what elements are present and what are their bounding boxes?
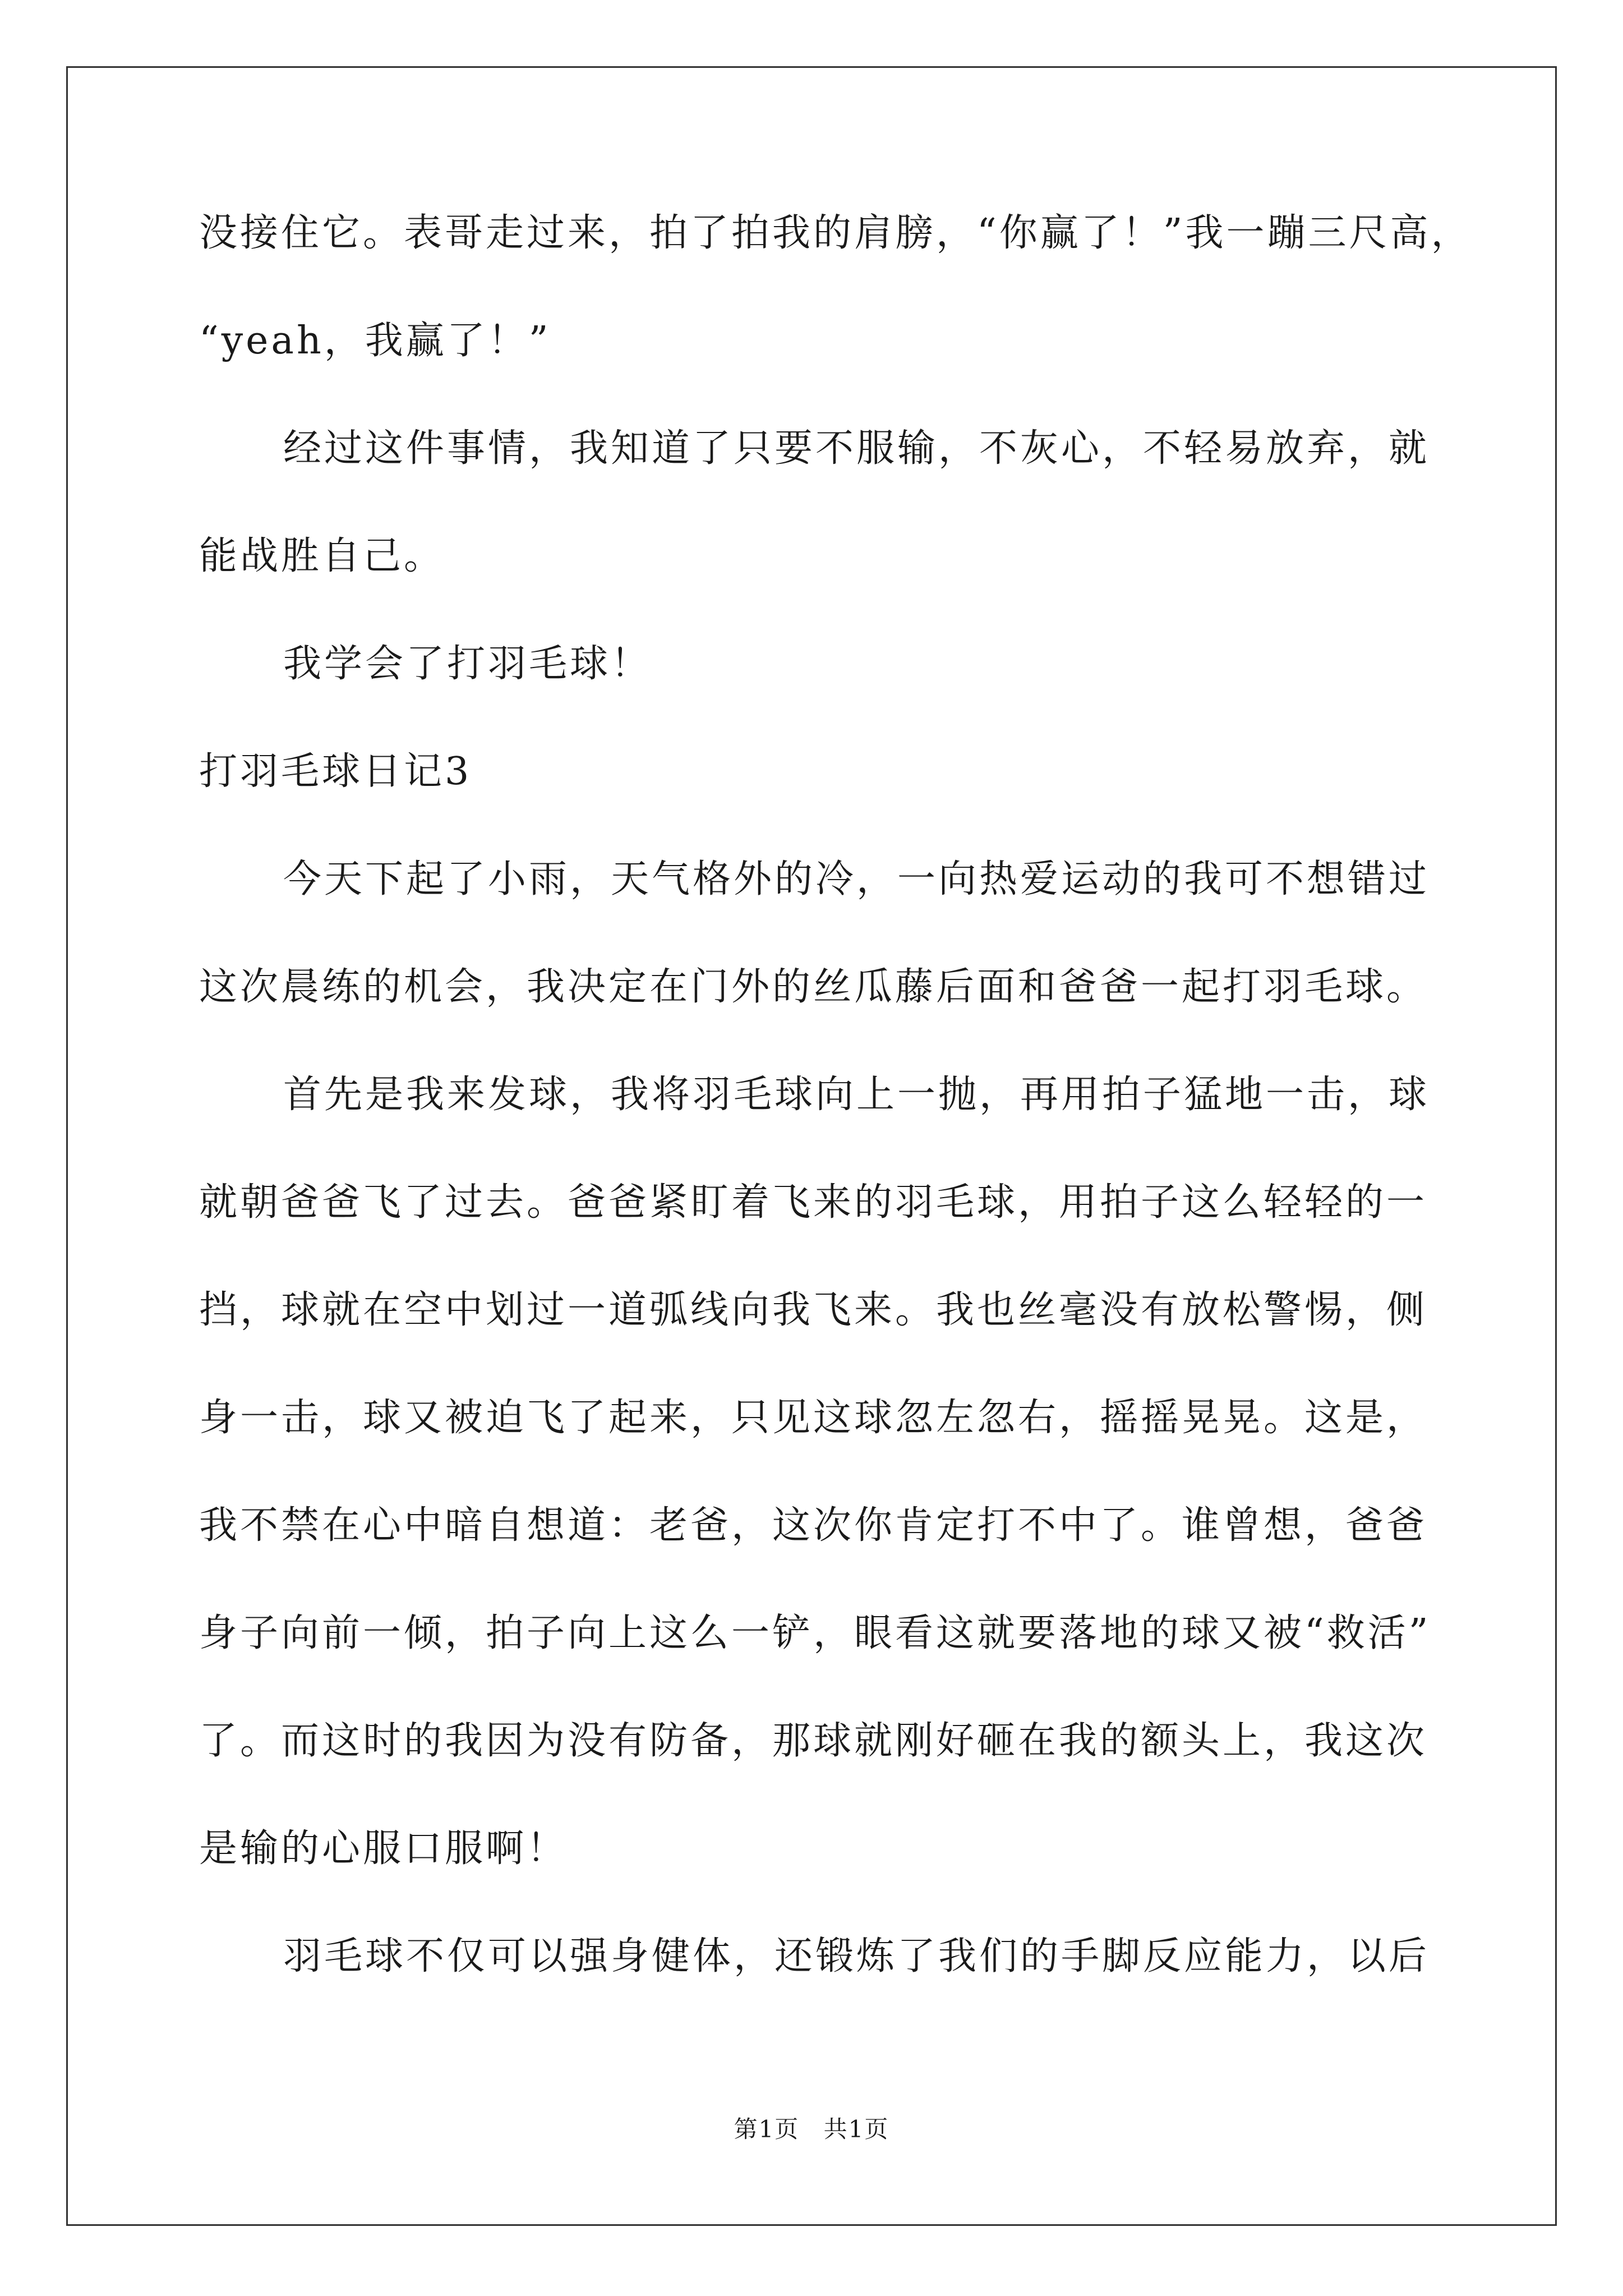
section-heading: 打羽毛球日记3 (199, 749, 472, 794)
page-count: 共1页 (823, 2115, 889, 2143)
text-line: “yeah，我赢了！” (199, 319, 551, 363)
text-line: 能战胜自己。 (199, 534, 445, 578)
text-line: 是输的心服口服啊！ (199, 1826, 568, 1871)
text-line: 了。而这时的我因为没有防备，那球就刚好砸在我的额头上，我这次 (199, 1719, 1428, 1763)
paragraph-start: 我学会了打羽毛球！ (283, 642, 652, 686)
text-line: 这次晨练的机会，我决定在门外的丝瓜藤后面和爸爸一起打羽毛球。 (199, 965, 1428, 1009)
page-footer (0, 2114, 1623, 2145)
paragraph-start: 今天下起了小雨，天气格外的冷，一向热爱运动的我可不想错过 (283, 857, 1430, 901)
page-number: 第1页 (734, 2115, 800, 2143)
paragraph-start: 经过这件事情，我知道了只要不服输，不灰心，不轻易放弃，就 (283, 426, 1430, 471)
text-line: 没接住它。表哥走过来，拍了拍我的肩膀，“你赢了！”我一蹦三尺高， (199, 211, 1472, 255)
text-line: 身一击，球又被迫飞了起来，只见这球忽左忽右，摇摇晃晃。这是， (199, 1396, 1428, 1440)
paragraph-start: 首先是我来发球，我将羽毛球向上一抛，再用拍子猛地一击，球 (283, 1073, 1430, 1117)
paragraph-start: 羽毛球不仅可以强身健体，还锻炼了我们的手脚反应能力，以后 (283, 1934, 1430, 1978)
text-line: 我不禁在心中暗自想道：老爸，这次你肯定打不中了。谁曾想，爸爸 (199, 1503, 1428, 1548)
document-body (199, 206, 1472, 2037)
text-line: 就朝爸爸飞了过去。爸爸紧盯着飞来的羽毛球，用拍子这么轻轻的一 (199, 1180, 1428, 1225)
text-line: 身子向前一倾，拍子向上这么一铲，眼看这就要落地的球又被“救活” (199, 1611, 1431, 1655)
text-line: 挡，球就在空中划过一道弧线向我飞来。我也丝毫没有放松警惕，侧 (199, 1288, 1428, 1332)
